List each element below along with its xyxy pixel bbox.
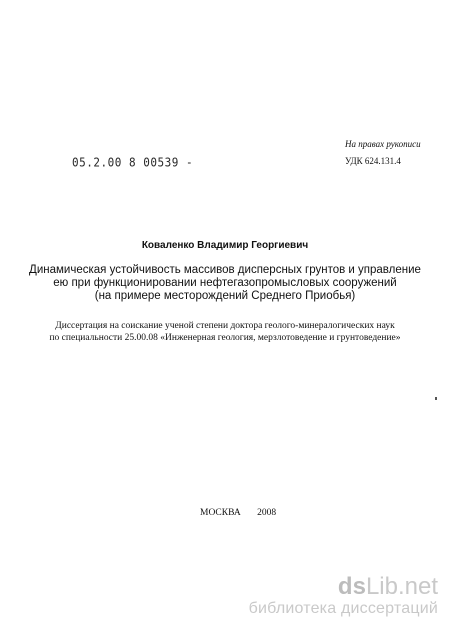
thesis-title bbox=[0, 264, 450, 303]
thesis-title-line: (на примере месторождений Среднего Приобья) bbox=[94, 290, 356, 302]
udc-code: УДК 624.131.4 bbox=[345, 156, 401, 166]
library-stamp-number: 05.2.00 8 00539 - bbox=[72, 155, 194, 170]
city-year bbox=[200, 508, 276, 518]
thesis-title-line: ею при функционировании нефтегазопромысловых сооружений bbox=[53, 277, 397, 289]
scan-speck bbox=[435, 397, 437, 400]
degree-statement bbox=[0, 320, 450, 344]
degree-statement-line: Диссертация на соискание ученой степени доктора геолого-минералогических наук bbox=[55, 321, 395, 331]
year: 2008 bbox=[257, 508, 277, 518]
city: МОСКВА bbox=[200, 508, 241, 518]
manuscript-rights-note: На правах рукописи bbox=[345, 139, 421, 149]
dslib-watermark bbox=[249, 574, 438, 618]
watermark-logo: dsLib.net bbox=[337, 573, 438, 600]
thesis-title-line: Динамическая устойчивость массивов дисперсных грунтов и управление bbox=[29, 264, 421, 276]
watermark-subtitle: библиотека диссертаций bbox=[248, 600, 438, 617]
author-name: Коваленко Владимир Георгиевич bbox=[141, 240, 309, 251]
degree-statement-line: по специальности 25.00.08 «Инженерная геология, мерзлотоведение и грунтоведение» bbox=[49, 333, 401, 343]
